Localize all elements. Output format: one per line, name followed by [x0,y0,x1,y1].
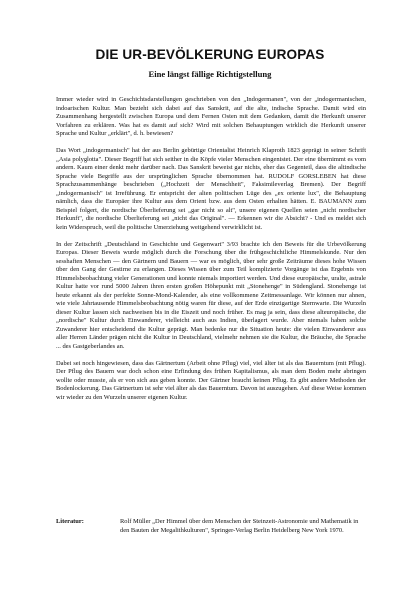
literature-text: Rolf Müller „Der Himmel über dem Menschen der Steinzeit-Astronomie und Mathematik in den Bauten der Megalithkulturen", Springer-Verlag Berlin Heidelberg New York 1970. [120,518,359,534]
paragraph-2: Das Wort „indogermanisch" hat der aus Berlin gebürtige Orientalist Heinrich Klaproth 1823 geprägt in seiner Schrift „Asia polyglotta". Dieser Begriff hat sich seither in die Köpfe vieler Menschen eingenistet. Der eine übernimmt es vom andern. Kaum einer denkt mehr darüber nach. Das Sanskrit beweist gar nichts, eher das Gegenteil, dass die altindische Sprache viele Begriffe aus der ursprünglichen Sprache übernommen hat. RUDOLF GORSLEBEN hat diese Sprachzusammenhänge beschrieben („Hochzeit der Menschheit", Faksimileverlag Bremen). Der Begriff „indogermanisch" ist Irreführung. Er entspricht der alten politischen Lüge des „ex oriente lux", die Behauptung nämlich, dass die Europäer ihre Kultur aus dem Orient bzw. aus dem Osten erhalten hätten. E. BAUMANN zum Beispiel folgert, die nordische Überlieferung sei „gar nicht so alt", unsere eigenen Quellen seien „nicht nordischer Herkunft", die nordische Überlieferung sei „nicht das Original". — Erkennen wir die Absicht? - Und es meldet sich kein Widerspruch, weil die politische Umerziehung weitgehend verwirklicht ist. [56,147,366,231]
document-body [56,96,366,411]
document-subtitle: Eine längst fällige Richtigstellung [148,69,272,79]
paragraph-4: Dabei sei noch hingewiesen, dass das Gärtnertum (Arbeit ohne Pflug) viel, viel älter ist als das Bauerntum (mit Pflug). Der Pflug des Bauern war doch schon eine Erfindung des frühen Kapitalismus, als man dem Boden mehr abringen wollte oder musste, als er von sich aus geben konnte. Der Gärtner braucht keinen Pflug. Es gibt andere Methoden der Bodenlockerung. Das Gärtnertum ist sehr viel älter als das Bauerntum. Davon ist auszugehen. Auf diese Weise kommen wir wieder zu den Wurzeln unserer eigenen Kultur. [56,359,366,401]
literature-label: Literatur: [56,518,84,525]
paragraph-1: Immer wieder wird in Geschichtsdarstellungen geschrieben von den „Indogermanen", von der „indogermanischen, indoarischen Kultur. Man bezieht sich dabei auf das Sanskrit, auf die alte, indische Sprache. Damit wird ein Zusammenhang hergestellt zwischen Europa und dem Fernen Osten mit dem Gedanken, damit die Herkunft unserer Vorfahren zu erklären. Was hat es damit auf sich? Wird mit solchen Behauptungen wirklich die Herkunft unserer Sprache und Kultur „erklärt", d. h. bewiesen? [56,96,366,137]
literature-reference [56,518,366,535]
paragraph-3: In der Zeitschrift „Deutschland in Geschichte und Gegenwart" 3/93 brachte ich den Beweis für die Urbevölkerung Europas. Dieser Beweis wurde möglich durch die Forschung über die frühgeschichtliche Himmelskunde. Nur den sesshaften Menschen — den Gärtnern und Bauern — war es möglich, über sehr große Zeiträume dieses hohe Wissen über den Gang der Gestirne zu erlangen. Dieses Wissen über zum Teil komplizierte Vorgänge ist das Ergebnis von Himmelsbeobachtung vieler Generationen und konnte niemals importiert werden. Und diese europäische, uralte, astrale Kultur hatte vor rund 5000 Jahren ihren ersten großen Höhepunkt mit „Stonehenge" in Südengland. Stonehenge ist heute erkannt als der perfekte Sonne-Mond-Kalender, als eine vollkommene Zeitmessanlage. Wir können nur ahnen, wie viele Jahrtausende Himmelsbeobachtung nötig waren für diese, auf der Erde einzigartige Sternwarte. Die Wurzeln dieser Kultur lassen sich nachweisen bis in die Eiszeit und noch früher. Es mag ja sein, dass diese alteuropäische, die „nordische" Kultur durch Einwanderer, vielleicht auch aus Indien, überlagert wurde. Aber niemals haben solche Zuwanderer hier entscheidend die Kultur geprägt. Man bedenke nur die Situation heute: die vielen Einwanderer aus aller Herren Länder prägen nicht die Kultur in Deutschland, vielmehr nehmen sie die Kultur, die Bräuche, die Sprache ... des Gastgeberlandes an. [56,240,366,350]
document-title: DIE UR-BEVÖLKERUNG EUROPAS [95,47,325,62]
